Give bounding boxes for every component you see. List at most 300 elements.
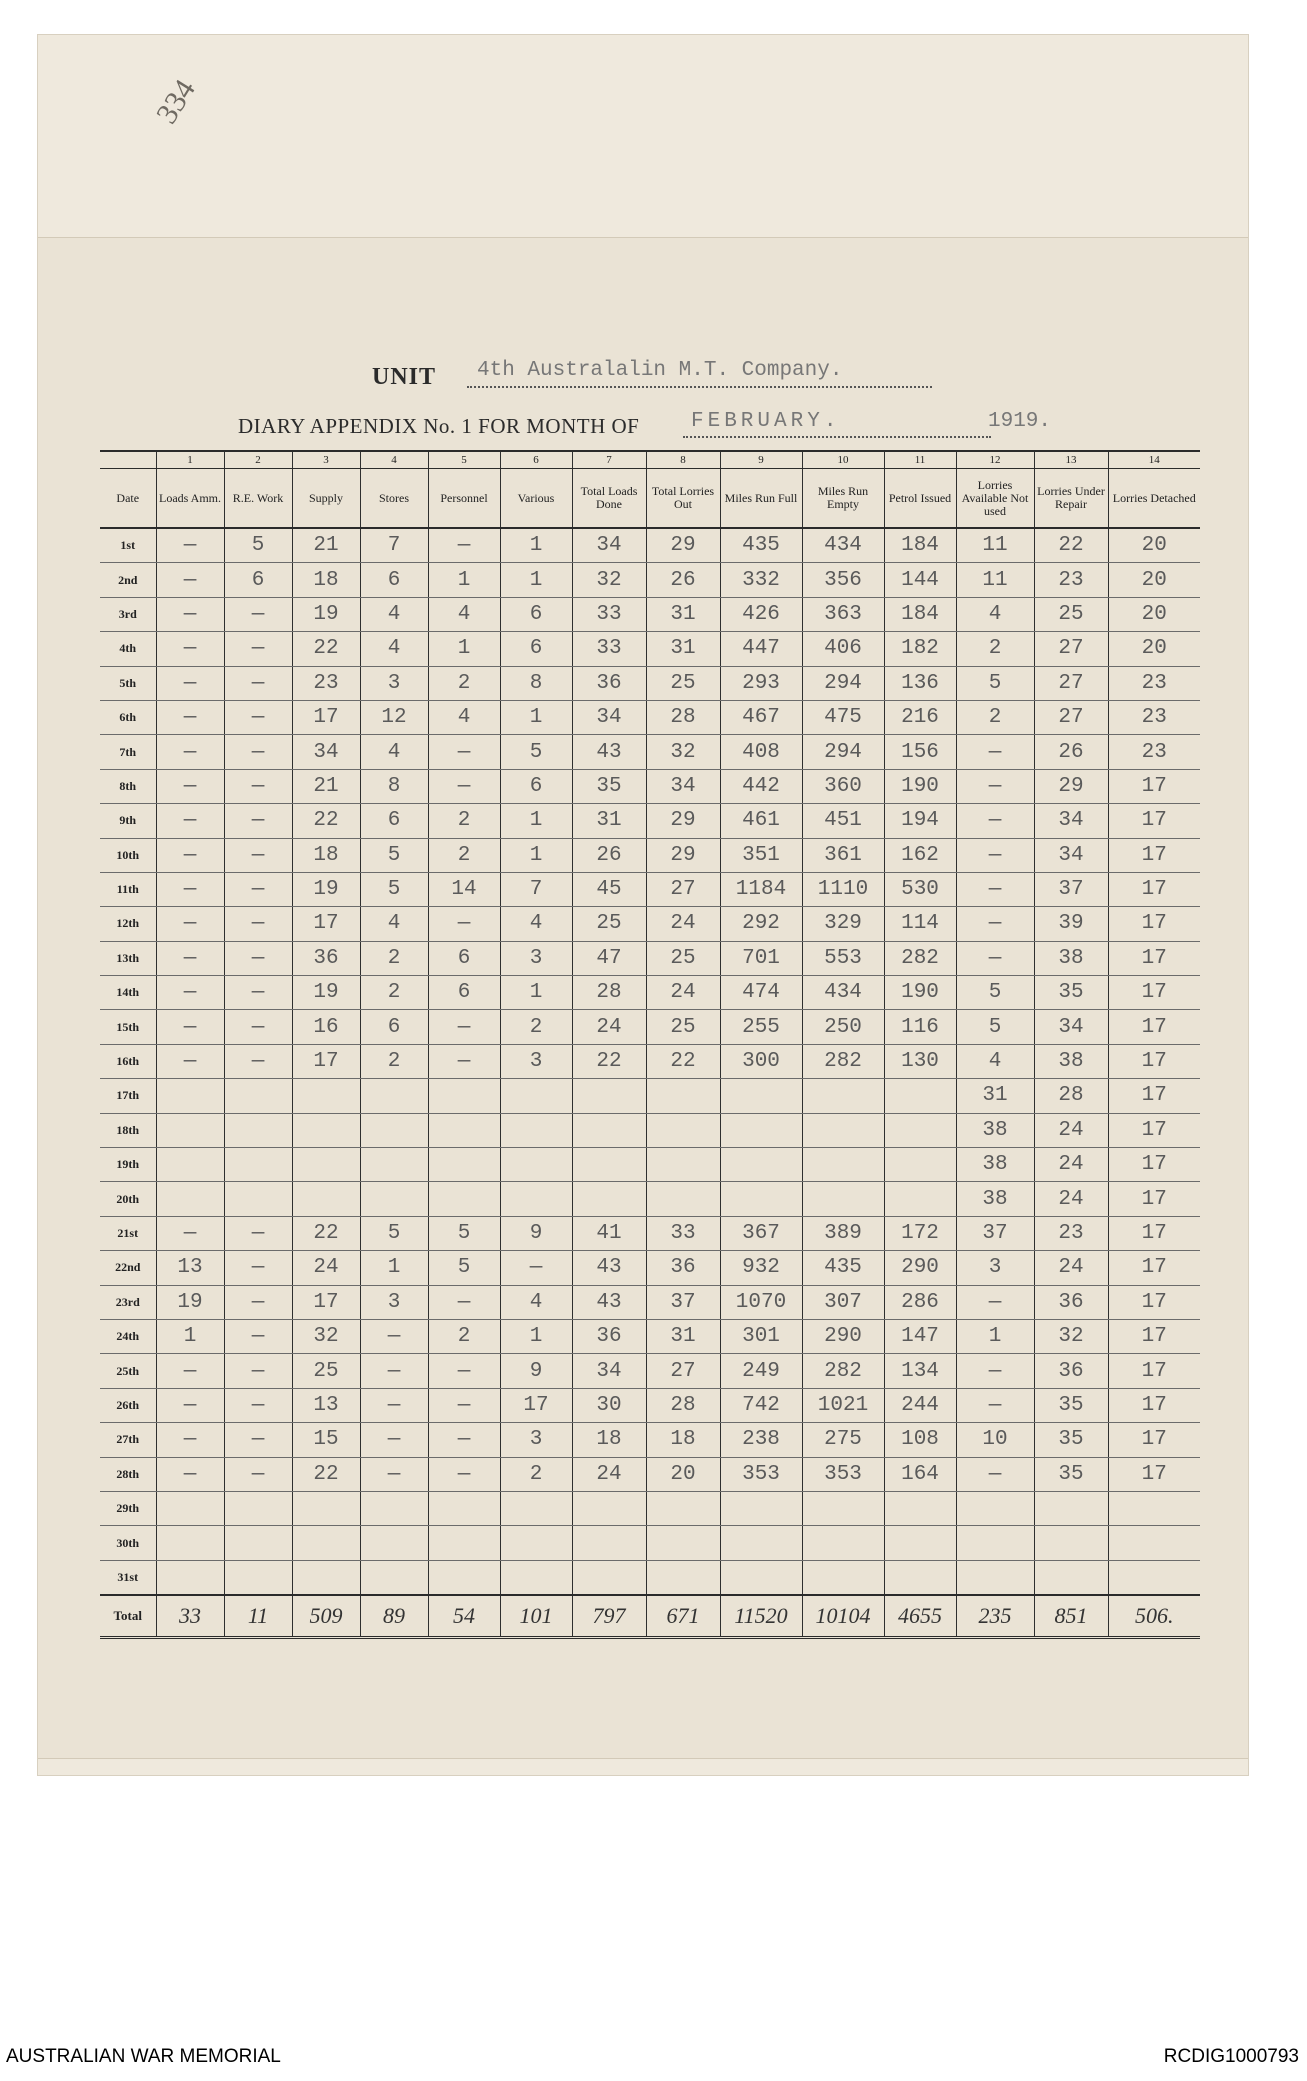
value-cell: 9	[500, 1216, 572, 1250]
value-cell: 34	[572, 528, 646, 563]
value-cell: 742	[720, 1388, 802, 1422]
value-cell: 5	[500, 735, 572, 769]
date-cell: 1st	[100, 528, 156, 563]
date-cell: 29th	[100, 1491, 156, 1525]
value-cell	[360, 1113, 428, 1147]
value-cell: 10	[956, 1423, 1034, 1457]
value-cell	[720, 1148, 802, 1182]
value-cell: 130	[884, 1044, 956, 1078]
value-cell: 389	[802, 1216, 884, 1250]
value-cell: —	[224, 666, 292, 700]
value-cell	[156, 1526, 224, 1560]
value-cell: 17	[1108, 907, 1200, 941]
value-cell: 1110	[802, 872, 884, 906]
date-cell: 12th	[100, 907, 156, 941]
total-label: Total	[100, 1595, 156, 1638]
value-cell: 461	[720, 804, 802, 838]
value-cell: 43	[572, 1285, 646, 1319]
column-header: Date	[100, 469, 156, 529]
value-cell	[156, 1491, 224, 1525]
value-cell: 38	[956, 1148, 1034, 1182]
value-cell	[428, 1113, 500, 1147]
unit-line	[372, 356, 932, 400]
value-cell: 255	[720, 1010, 802, 1044]
unit-value: 4th Australalin M.T. Company.	[467, 356, 932, 388]
total-cell: 33	[156, 1595, 224, 1638]
value-cell	[360, 1079, 428, 1113]
value-cell	[156, 1113, 224, 1147]
value-cell: —	[156, 1010, 224, 1044]
value-cell: —	[156, 872, 224, 906]
value-cell: 4	[500, 907, 572, 941]
value-cell: 24	[646, 907, 720, 941]
value-cell: 4	[360, 632, 428, 666]
value-cell: 2	[428, 1319, 500, 1353]
value-cell: 32	[572, 563, 646, 597]
value-cell: 290	[802, 1319, 884, 1353]
column-number: 2	[224, 451, 292, 469]
column-header: Stores	[360, 469, 428, 529]
value-cell: —	[224, 907, 292, 941]
date-cell: 21st	[100, 1216, 156, 1250]
value-cell: 434	[802, 976, 884, 1010]
value-cell	[646, 1079, 720, 1113]
value-cell	[292, 1526, 360, 1560]
value-cell: 447	[720, 632, 802, 666]
value-cell: 17	[292, 700, 360, 734]
diary-table	[100, 450, 1200, 1639]
value-cell	[224, 1079, 292, 1113]
value-cell	[500, 1079, 572, 1113]
total-cell: 11520	[720, 1595, 802, 1638]
value-cell: 29	[646, 804, 720, 838]
value-cell: —	[428, 1388, 500, 1422]
value-cell	[720, 1491, 802, 1525]
value-cell: 275	[802, 1423, 884, 1457]
value-cell: 5	[956, 976, 1034, 1010]
value-cell: 23	[292, 666, 360, 700]
value-cell: 35	[1034, 1457, 1108, 1491]
value-cell: 27	[646, 872, 720, 906]
value-cell: —	[956, 1354, 1034, 1388]
value-cell: 244	[884, 1388, 956, 1422]
value-cell: 3	[956, 1251, 1034, 1285]
value-cell: —	[360, 1388, 428, 1422]
value-cell: 47	[572, 941, 646, 975]
value-cell: 34	[646, 769, 720, 803]
table-row	[100, 769, 1200, 803]
total-cell: 509	[292, 1595, 360, 1638]
value-cell: 6	[500, 769, 572, 803]
value-cell: —	[428, 528, 500, 563]
value-cell	[884, 1182, 956, 1216]
value-cell: 4	[428, 700, 500, 734]
value-cell: 2	[428, 804, 500, 838]
value-cell: 282	[802, 1354, 884, 1388]
table-row	[100, 1113, 1200, 1147]
diary-label: DIARY APPENDIX No. 1 FOR MONTH OF	[238, 414, 640, 438]
value-cell: 8	[360, 769, 428, 803]
value-cell: 2	[956, 700, 1034, 734]
date-cell: 22nd	[100, 1251, 156, 1285]
date-cell: 14th	[100, 976, 156, 1010]
value-cell	[802, 1491, 884, 1525]
value-cell: 34	[572, 700, 646, 734]
value-cell	[646, 1182, 720, 1216]
value-cell: 20	[1108, 632, 1200, 666]
value-cell	[1108, 1526, 1200, 1560]
value-cell	[224, 1113, 292, 1147]
total-cell: 10104	[802, 1595, 884, 1638]
value-cell	[572, 1560, 646, 1595]
value-cell	[292, 1148, 360, 1182]
value-cell: —	[956, 907, 1034, 941]
value-cell: 353	[802, 1457, 884, 1491]
column-header: Miles Run Full	[720, 469, 802, 529]
value-cell	[802, 1113, 884, 1147]
table-row	[100, 1319, 1200, 1353]
value-cell: 4	[500, 1285, 572, 1319]
value-cell: 4	[956, 597, 1034, 631]
value-cell	[500, 1526, 572, 1560]
value-cell: 23	[1108, 700, 1200, 734]
value-cell: 34	[292, 735, 360, 769]
value-cell: 17	[1108, 804, 1200, 838]
value-cell: —	[224, 1251, 292, 1285]
date-cell: 6th	[100, 700, 156, 734]
value-cell	[1034, 1560, 1108, 1595]
value-cell: 29	[646, 838, 720, 872]
value-cell: 17	[1108, 941, 1200, 975]
value-cell: 249	[720, 1354, 802, 1388]
value-cell	[884, 1113, 956, 1147]
value-cell: —	[156, 666, 224, 700]
value-cell: 116	[884, 1010, 956, 1044]
value-cell: 4	[428, 597, 500, 631]
value-cell: 5	[428, 1251, 500, 1285]
value-cell: 294	[802, 735, 884, 769]
value-cell: 17	[292, 907, 360, 941]
table-row	[100, 1079, 1200, 1113]
date-cell: 20th	[100, 1182, 156, 1216]
value-cell: 1	[956, 1319, 1034, 1353]
value-cell: —	[224, 1423, 292, 1457]
value-cell: —	[956, 1285, 1034, 1319]
table-row	[100, 1148, 1200, 1182]
value-cell: 45	[572, 872, 646, 906]
value-cell: 6	[500, 597, 572, 631]
value-cell: 360	[802, 769, 884, 803]
value-cell: —	[224, 1216, 292, 1250]
value-cell: 18	[292, 563, 360, 597]
value-cell: —	[956, 838, 1034, 872]
value-cell: 34	[572, 1354, 646, 1388]
value-cell: 1070	[720, 1285, 802, 1319]
value-cell: 17	[1108, 1457, 1200, 1491]
value-cell	[646, 1526, 720, 1560]
value-cell: 1184	[720, 872, 802, 906]
value-cell: 20	[1108, 528, 1200, 563]
value-cell: 2	[360, 976, 428, 1010]
value-cell	[572, 1113, 646, 1147]
date-cell: 17th	[100, 1079, 156, 1113]
value-cell: 3	[500, 1423, 572, 1457]
value-cell: 11	[956, 563, 1034, 597]
value-cell: 194	[884, 804, 956, 838]
value-cell: 1	[500, 528, 572, 563]
column-number: 9	[720, 451, 802, 469]
value-cell: 33	[572, 597, 646, 631]
value-cell: 8	[500, 666, 572, 700]
value-cell: —	[224, 838, 292, 872]
value-cell: 34	[1034, 838, 1108, 872]
value-cell: 162	[884, 838, 956, 872]
value-cell	[428, 1491, 500, 1525]
value-cell: —	[156, 976, 224, 1010]
date-cell: 30th	[100, 1526, 156, 1560]
value-cell: 553	[802, 941, 884, 975]
value-cell: 451	[802, 804, 884, 838]
value-cell: 190	[884, 976, 956, 1010]
value-cell: 23	[1108, 735, 1200, 769]
value-cell: —	[224, 976, 292, 1010]
value-cell: —	[428, 1285, 500, 1319]
value-cell: 17	[292, 1044, 360, 1078]
date-cell: 16th	[100, 1044, 156, 1078]
column-number: 14	[1108, 451, 1200, 469]
value-cell: —	[956, 941, 1034, 975]
value-cell	[802, 1079, 884, 1113]
table-row	[100, 1251, 1200, 1285]
value-cell: 29	[646, 528, 720, 563]
value-cell: 26	[572, 838, 646, 872]
value-cell: 292	[720, 907, 802, 941]
value-cell	[884, 1148, 956, 1182]
value-cell: 24	[646, 976, 720, 1010]
column-number-row	[100, 451, 1200, 469]
value-cell	[572, 1182, 646, 1216]
value-cell: 114	[884, 907, 956, 941]
value-cell: 2	[500, 1010, 572, 1044]
value-cell: 1	[500, 1319, 572, 1353]
value-cell: 27	[1034, 700, 1108, 734]
value-cell	[156, 1560, 224, 1595]
value-cell	[428, 1182, 500, 1216]
value-cell: 238	[720, 1423, 802, 1457]
value-cell	[500, 1182, 572, 1216]
value-cell: 36	[646, 1251, 720, 1285]
date-cell: 18th	[100, 1113, 156, 1147]
value-cell: —	[156, 1354, 224, 1388]
total-cell: 235	[956, 1595, 1034, 1638]
value-cell: 1	[500, 838, 572, 872]
value-cell: 25	[292, 1354, 360, 1388]
column-number: 3	[292, 451, 360, 469]
column-number	[100, 451, 156, 469]
value-cell: 184	[884, 528, 956, 563]
value-cell: —	[156, 1216, 224, 1250]
value-cell	[224, 1560, 292, 1595]
value-cell: 467	[720, 700, 802, 734]
value-cell: 2	[956, 632, 1034, 666]
value-cell: 25	[646, 666, 720, 700]
value-cell: 22	[292, 1457, 360, 1491]
date-cell: 9th	[100, 804, 156, 838]
value-cell: 1	[500, 700, 572, 734]
value-cell: 27	[1034, 666, 1108, 700]
value-cell	[428, 1526, 500, 1560]
value-cell	[360, 1560, 428, 1595]
value-cell: 1	[156, 1319, 224, 1353]
value-cell	[646, 1148, 720, 1182]
value-cell: —	[224, 1285, 292, 1319]
value-cell	[720, 1182, 802, 1216]
table-row	[100, 1457, 1200, 1491]
date-cell: 7th	[100, 735, 156, 769]
value-cell: 23	[1034, 563, 1108, 597]
value-cell: 32	[646, 735, 720, 769]
total-cell: 4655	[884, 1595, 956, 1638]
value-cell: 406	[802, 632, 884, 666]
value-cell: 442	[720, 769, 802, 803]
table-row	[100, 1491, 1200, 1525]
value-cell: 6	[428, 976, 500, 1010]
value-cell: 36	[1034, 1285, 1108, 1319]
value-cell	[956, 1491, 1034, 1525]
value-cell: 25	[572, 907, 646, 941]
value-cell	[224, 1182, 292, 1216]
column-number: 13	[1034, 451, 1108, 469]
value-cell: 356	[802, 563, 884, 597]
column-header: Supply	[292, 469, 360, 529]
value-cell: 190	[884, 769, 956, 803]
value-cell	[500, 1491, 572, 1525]
value-cell: 20	[1108, 597, 1200, 631]
value-cell	[956, 1526, 1034, 1560]
value-cell: 28	[1034, 1079, 1108, 1113]
value-cell	[802, 1182, 884, 1216]
value-cell: 35	[1034, 1388, 1108, 1422]
value-cell: 20	[646, 1457, 720, 1491]
value-cell	[500, 1560, 572, 1595]
value-cell	[572, 1148, 646, 1182]
table-row	[100, 632, 1200, 666]
value-cell: 35	[1034, 976, 1108, 1010]
value-cell: 17	[1108, 1148, 1200, 1182]
value-cell: 290	[884, 1251, 956, 1285]
value-cell: 136	[884, 666, 956, 700]
value-cell: —	[156, 632, 224, 666]
value-cell: 38	[1034, 1044, 1108, 1078]
value-cell: 4	[360, 597, 428, 631]
value-cell: 17	[1108, 1044, 1200, 1078]
value-cell: 31	[956, 1079, 1034, 1113]
value-cell: 216	[884, 700, 956, 734]
value-cell: 4	[956, 1044, 1034, 1078]
value-cell: 147	[884, 1319, 956, 1353]
diary-month: FEBRUARY.	[683, 408, 991, 438]
table-row	[100, 804, 1200, 838]
value-cell: 408	[720, 735, 802, 769]
value-cell	[802, 1148, 884, 1182]
value-cell	[156, 1148, 224, 1182]
value-cell: 434	[802, 528, 884, 563]
date-cell: 13th	[100, 941, 156, 975]
value-cell: 1	[428, 632, 500, 666]
value-cell: 17	[1108, 1010, 1200, 1044]
value-cell: 31	[572, 804, 646, 838]
total-cell: 851	[1034, 1595, 1108, 1638]
value-cell	[720, 1079, 802, 1113]
value-cell: 17	[500, 1388, 572, 1422]
value-cell: 24	[292, 1251, 360, 1285]
value-cell	[646, 1113, 720, 1147]
value-cell: 164	[884, 1457, 956, 1491]
value-cell: 4	[360, 907, 428, 941]
value-cell: 6	[360, 1010, 428, 1044]
column-header: R.E. Work	[224, 469, 292, 529]
value-cell	[802, 1560, 884, 1595]
value-cell: 17	[1108, 1251, 1200, 1285]
total-cell: 671	[646, 1595, 720, 1638]
value-cell	[224, 1148, 292, 1182]
column-header: Personnel	[428, 469, 500, 529]
value-cell: —	[360, 1457, 428, 1491]
value-cell: 17	[1108, 838, 1200, 872]
value-cell	[292, 1079, 360, 1113]
date-cell: 19th	[100, 1148, 156, 1182]
value-cell: 29	[1034, 769, 1108, 803]
date-cell: 10th	[100, 838, 156, 872]
value-cell: 301	[720, 1319, 802, 1353]
date-cell: 4th	[100, 632, 156, 666]
total-cell: 11	[224, 1595, 292, 1638]
value-cell: —	[224, 872, 292, 906]
value-cell: 182	[884, 632, 956, 666]
value-cell: 33	[646, 1216, 720, 1250]
value-cell: 282	[802, 1044, 884, 1078]
value-cell	[1108, 1560, 1200, 1595]
value-cell: 2	[500, 1457, 572, 1491]
table-row	[100, 1423, 1200, 1457]
value-cell	[884, 1491, 956, 1525]
table-row	[100, 872, 1200, 906]
date-cell: 2nd	[100, 563, 156, 597]
value-cell: —	[224, 597, 292, 631]
table-row	[100, 1010, 1200, 1044]
value-cell	[156, 1079, 224, 1113]
table-row	[100, 528, 1200, 563]
value-cell: 19	[292, 872, 360, 906]
value-cell: —	[224, 769, 292, 803]
value-cell: 17	[1108, 976, 1200, 1010]
table-row	[100, 838, 1200, 872]
value-cell	[884, 1526, 956, 1560]
value-cell	[500, 1113, 572, 1147]
value-cell: 22	[292, 632, 360, 666]
value-cell: 5	[360, 1216, 428, 1250]
value-cell: 22	[572, 1044, 646, 1078]
value-cell: 31	[646, 632, 720, 666]
value-cell: —	[224, 804, 292, 838]
value-cell: 5	[360, 838, 428, 872]
value-cell: 25	[1034, 597, 1108, 631]
value-cell: 1	[428, 563, 500, 597]
value-cell: 38	[1034, 941, 1108, 975]
value-cell: 33	[572, 632, 646, 666]
value-cell: —	[428, 735, 500, 769]
value-cell: —	[156, 1423, 224, 1457]
